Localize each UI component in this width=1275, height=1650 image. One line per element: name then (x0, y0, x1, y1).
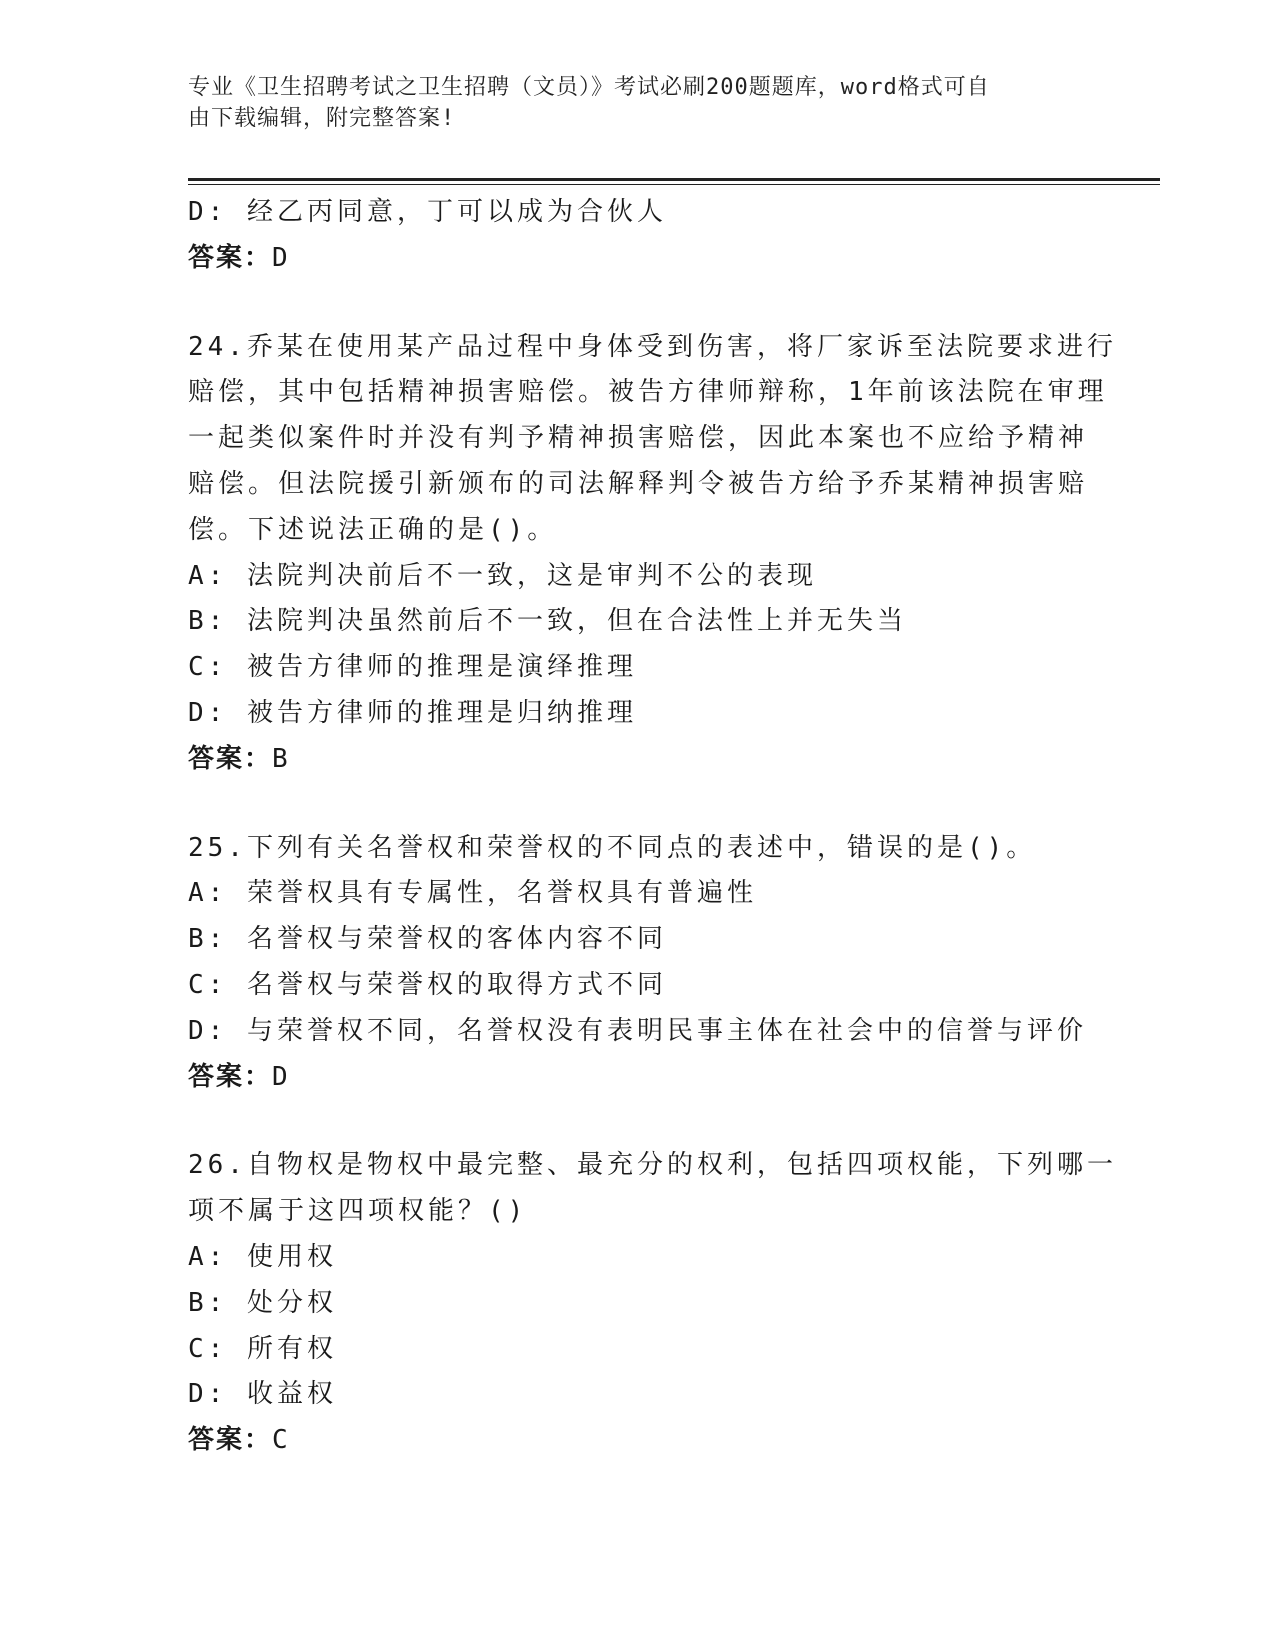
question-25 (188, 826, 1088, 1101)
page-header (188, 72, 1088, 134)
question-stem-line: 赔偿。但法院援引新颁布的司法解释判令被告方给予乔某精神损害赔 (188, 468, 1089, 499)
question-stem-line: 偿。下述说法正确的是()。 (188, 514, 558, 545)
option-d: D: 经乙丙同意，丁可以成为合伙人 (188, 197, 667, 227)
previous-question-tail (188, 190, 1088, 282)
option-d: D: 与荣誉权不同，名誉权没有表明民事主体在社会中的信誉与评价 (188, 1015, 1087, 1046)
answer-label: 答案： (188, 743, 273, 774)
header-line-2: 由下载编辑，附完整答案! (188, 106, 456, 131)
option-c: C: 所有权 (188, 1333, 337, 1364)
answer-line (188, 1418, 1088, 1464)
question-stem-line: 25.下列有关名誉权和荣誉权的不同点的表述中，错误的是()。 (188, 832, 1037, 863)
answer-line (188, 737, 1088, 783)
question-26 (188, 1143, 1117, 1464)
answer-label: 答案： (188, 1425, 273, 1456)
question-stem-line: 赔偿，其中包括精神损害赔偿。被告方律师辩称，1年前该法院在审理 (188, 377, 1108, 408)
option-a: A: 法院判决前后不一致，这是审判不公的表现 (188, 560, 817, 591)
option-a: A: 使用权 (188, 1241, 337, 1272)
question-stem-line: 26.自物权是物权中最完整、最充分的权利，包括四项权能，下列哪一 (188, 1150, 1117, 1181)
question-stem-line: 24.乔某在使用某产品过程中身体受到伤害，将厂家诉至法院要求进行 (188, 331, 1117, 362)
option-c: C: 名誉权与荣誉权的取得方式不同 (188, 969, 667, 1000)
header-divider-thin (188, 184, 1160, 185)
option-b: B: 处分权 (188, 1287, 337, 1318)
answer-line (188, 236, 1088, 282)
option-a: A: 荣誉权具有专属性，名誉权具有普遍性 (188, 878, 757, 909)
question-content (188, 190, 1117, 1464)
option-b: B: 法院判决虽然前后不一致，但在合法性上并无失当 (188, 606, 907, 637)
header-divider-thick (188, 178, 1160, 181)
question-24 (188, 325, 1117, 783)
question-stem-line: 项不属于这四项权能？() (188, 1196, 528, 1227)
answer-line (188, 1055, 1088, 1101)
option-d: D: 收益权 (188, 1379, 337, 1410)
option-c: C: 被告方律师的推理是演绎推理 (188, 652, 637, 683)
question-stem-line: 一起类似案件时并没有判予精神损害赔偿，因此本案也不应给予精神 (188, 423, 1089, 454)
header-line-1: 专业《卫生招聘考试之卫生招聘（文员）》考试必刷200题题库，word格式可自 (188, 75, 990, 100)
answer-value: B (272, 743, 289, 774)
option-d: D: 被告方律师的推理是归纳推理 (188, 697, 637, 728)
answer-value: C (272, 1425, 289, 1456)
answer-label: 答案： (188, 242, 273, 273)
answer-value: D (272, 1061, 289, 1092)
answer-value: D (272, 242, 289, 273)
answer-label: 答案： (188, 1061, 273, 1092)
option-b: B: 名誉权与荣誉权的客体内容不同 (188, 924, 667, 955)
